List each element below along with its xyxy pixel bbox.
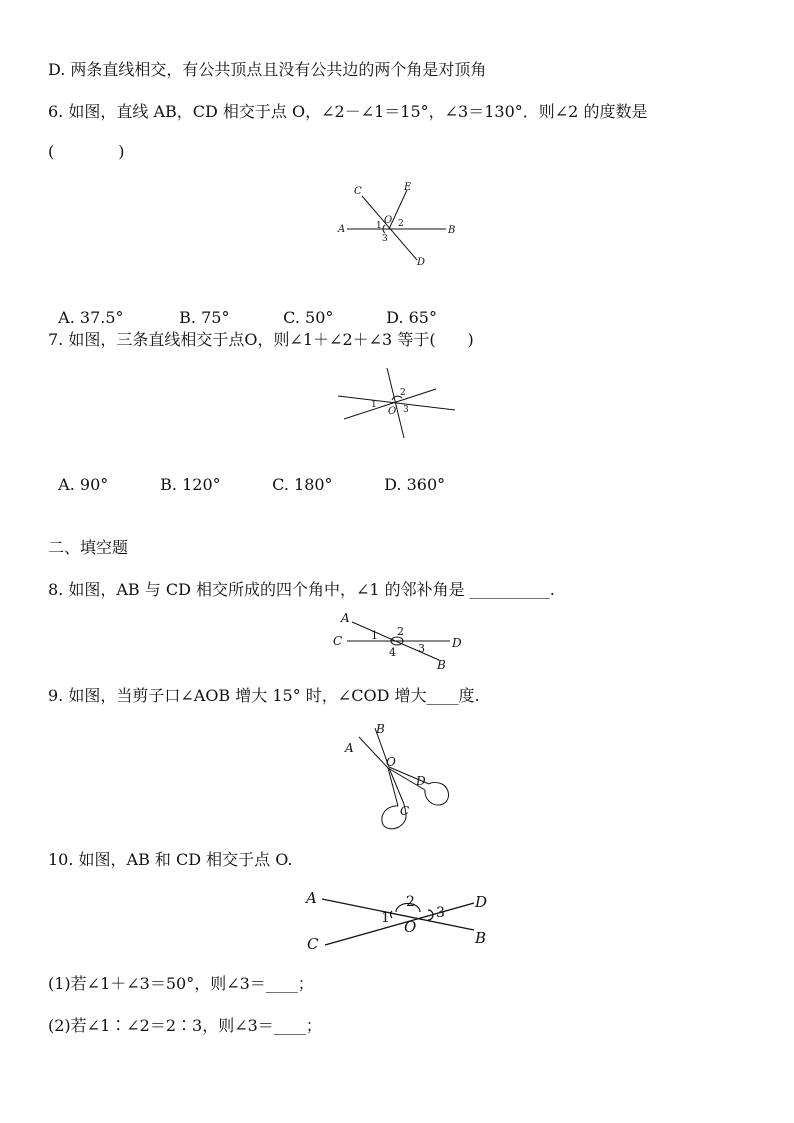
q6-option-d: D. 65° — [386, 308, 437, 327]
q10-label-2: 2 — [406, 894, 415, 910]
q6-label-b: B — [448, 225, 456, 236]
q6-stem: 6. 如图，直线 AB，CD 相交于点 O，∠2－∠1＝15°，∠3＝130°．则∠2 的度数是 — [48, 102, 648, 121]
q10-label-a: A — [306, 889, 317, 907]
q10-label-d: D — [475, 893, 488, 911]
q8-label-c: C — [333, 634, 343, 648]
q7-stem: 7. 如图，三条直线相交于点O，则∠1＋∠2＋∠3 等于( ) — [48, 330, 474, 349]
q10-stem: 10. 如图，AB 和 CD 相交于点 O. — [48, 850, 293, 869]
q7-option-b: B. 120° — [160, 475, 221, 494]
q6-label-e: E — [404, 182, 412, 193]
q8-label-3: 3 — [418, 642, 425, 655]
q9-label-o: O — [386, 755, 396, 769]
q10-line-ab — [322, 899, 474, 930]
q6-label-1: 1 — [376, 221, 382, 231]
q8-stem: 8. 如图，AB 与 CD 相交所成的四个角中，∠1 的邻补角是 __________. — [48, 580, 555, 599]
q9-label-a: A — [345, 741, 354, 755]
q6-label-o: O — [384, 215, 393, 226]
q6-label-d: D — [417, 257, 426, 268]
q6-answer-bracket: ( ) — [48, 142, 125, 161]
q7-label-2: 2 — [400, 388, 406, 398]
q10-sub2: (2)若∠1∶∠2＝2∶3，则∠3＝____； — [48, 1016, 322, 1035]
q10-label-b: B — [475, 929, 487, 947]
q8-label-4: 4 — [389, 646, 396, 659]
q6-label-3: 3 — [382, 234, 388, 244]
q6-option-c: C. 50° — [283, 308, 334, 327]
q8-label-2: 2 — [397, 625, 404, 638]
q8-label-b: B — [437, 658, 446, 672]
section-title: 二、填空题 — [48, 538, 129, 557]
q9-label-d: D — [416, 774, 426, 788]
q10-line-cd — [325, 903, 474, 945]
q6-label-a: A — [338, 224, 346, 235]
q7-option-d: D. 360° — [384, 475, 446, 494]
q6-option-a: A. 37.5° — [58, 308, 124, 327]
q8-label-1: 1 — [371, 629, 378, 642]
q7-option-c: C. 180° — [272, 475, 333, 494]
q6-label-2: 2 — [398, 219, 404, 229]
q9-label-b: B — [376, 722, 385, 736]
q5-option-d: D. 两条直线相交，有公共顶点且没有公共边的两个角是对顶角 — [48, 60, 487, 79]
q10-sub1: (1)若∠1＋∠3＝50°，则∠3＝____； — [48, 974, 314, 993]
q7-label-3: 3 — [403, 405, 409, 415]
q10-label-3: 3 — [436, 905, 445, 921]
q8-label-a: A — [341, 611, 350, 625]
q9-label-c: C — [400, 804, 410, 818]
q7-option-a: A. 90° — [58, 475, 109, 494]
q10-label-1: 1 — [381, 910, 390, 926]
q10-label-o: O — [404, 918, 417, 936]
q9-stem: 9. 如图，当剪子口∠AOB 增大 15° 时，∠COD 增大____度. — [48, 686, 480, 705]
q6-option-b: B. 75° — [179, 308, 230, 327]
q7-label-1: 1 — [371, 400, 377, 410]
q6-label-c: C — [354, 186, 362, 197]
q10-label-c: C — [307, 935, 319, 953]
q8-label-d: D — [452, 636, 462, 650]
q7-label-o: O — [388, 406, 397, 417]
